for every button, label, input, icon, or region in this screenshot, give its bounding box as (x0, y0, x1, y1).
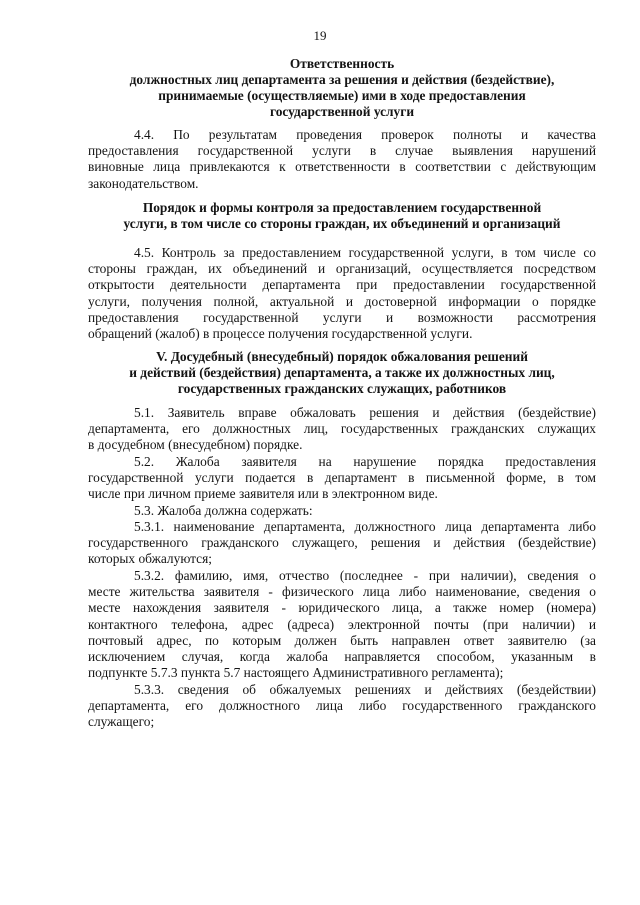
heading-line: Порядок и формы контроля за предоставлением государственной (142, 200, 542, 215)
text-line: предоставления государственной услуги и возможности рассмотрения (88, 309, 596, 325)
text-line: государственной услуги подается в департамент в письменной форме, в том (88, 470, 596, 486)
paragraph-5-3-1 (88, 519, 596, 568)
text-line: департамента, его должностного лица либо государственного гражданского (88, 698, 596, 714)
text-line: законодательством. (88, 175, 199, 191)
heading-line: Ответственность (289, 56, 395, 71)
heading-responsibility (88, 56, 596, 120)
paragraph-4-5 (88, 245, 596, 342)
text-line: стороны граждан, их объединений и организаций, осуществляется посредством (88, 261, 596, 277)
heading-line: и действий (бездействия) департамента, а также их должностных лиц, (129, 365, 555, 380)
heading-line: государственной услуги (269, 104, 415, 119)
text-line: услуги, получения полной, актуальной и достоверной информации о порядке (88, 293, 596, 309)
text-line: 4.5. Контроль за предоставлением государственной услуги, в том числе со (134, 245, 596, 260)
text-line: подпункте 5.7.3 пункта 5.7 настоящего Административного регламента); (88, 665, 504, 681)
heading-line: государственных гражданских служащих, работников (177, 381, 507, 396)
text-line: предоставления государственной услуги в случае выявления нарушений (88, 143, 596, 159)
paragraph-5-3 (88, 503, 596, 519)
text-line: 4.4. По результатам проведения проверок полноты и качества (134, 127, 596, 142)
text-line: в досудебном (внесудебном) порядке. (88, 437, 303, 453)
text-line: 5.1. Заявитель вправе обжаловать решения и действия (бездействие) (134, 405, 596, 420)
text-line: почтовый адрес, по которым должен быть направлен ответ заявителю (за (88, 632, 596, 648)
text-line: департамента, его должностных лиц, государственных гражданских служащих (88, 421, 596, 437)
text-line: исключением случая, когда жалоба направляется способом, указанным в (88, 649, 596, 665)
text-line: открытости деятельности департамента при предоставлении государственной (88, 277, 596, 293)
text-line: государственного гражданского служащего, решения и действия (бездействие) (88, 535, 596, 551)
page-number: 19 (313, 28, 327, 43)
text-line: 5.3.3. сведения об обжалуемых решениях и действиях (бездействии) (134, 682, 596, 697)
text-line: обращений (жалоб) в процессе получения государственной услуги. (88, 326, 473, 342)
text-line: виновные лица привлекаются к ответственности в соответствии с действующим (88, 159, 596, 175)
heading-section-v (88, 349, 596, 397)
heading-control (88, 200, 596, 232)
paragraph-5-2 (88, 454, 596, 503)
heading-line: должностных лиц департамента за решения и действия (бездействие), (129, 72, 555, 87)
heading-line: услуги, в том числе со стороны граждан, их объединений и организаций (123, 216, 561, 231)
text-line: которых обжалуются; (88, 551, 212, 567)
text-line: 5.2. Жалоба заявителя на нарушение порядка предоставления (134, 454, 596, 469)
paragraph-5-1 (88, 405, 596, 454)
text-line: контактного телефона, адрес (адреса) электронной почты (при наличии) и (88, 616, 596, 632)
text-line: 5.3.2. фамилию, имя, отчество (последнее - при наличии), сведения о (134, 568, 596, 583)
text-line: служащего; (88, 714, 155, 730)
paragraph-4-4 (88, 127, 596, 192)
heading-line: принимаемые (осуществляемые) ими в ходе предоставления (158, 88, 526, 103)
text-line: числе при личном приеме заявителя или в электронном виде. (88, 486, 438, 502)
text-line: 5.3.1. наименование департамента, должностного лица департамента либо (134, 519, 596, 534)
paragraph-5-3-2 (88, 568, 596, 681)
text-line: месте жительства заявителя - физического лица либо наименование, сведения о (88, 584, 596, 600)
text-line: 5.3. Жалоба должна содержать: (134, 503, 313, 518)
paragraph-5-3-3 (88, 682, 596, 731)
heading-line: V. Досудебный (внесудебный) порядок обжалования решений (156, 349, 528, 364)
text-line: месте нахождения заявителя - юридического лица, а также номер (номера) (88, 600, 596, 616)
